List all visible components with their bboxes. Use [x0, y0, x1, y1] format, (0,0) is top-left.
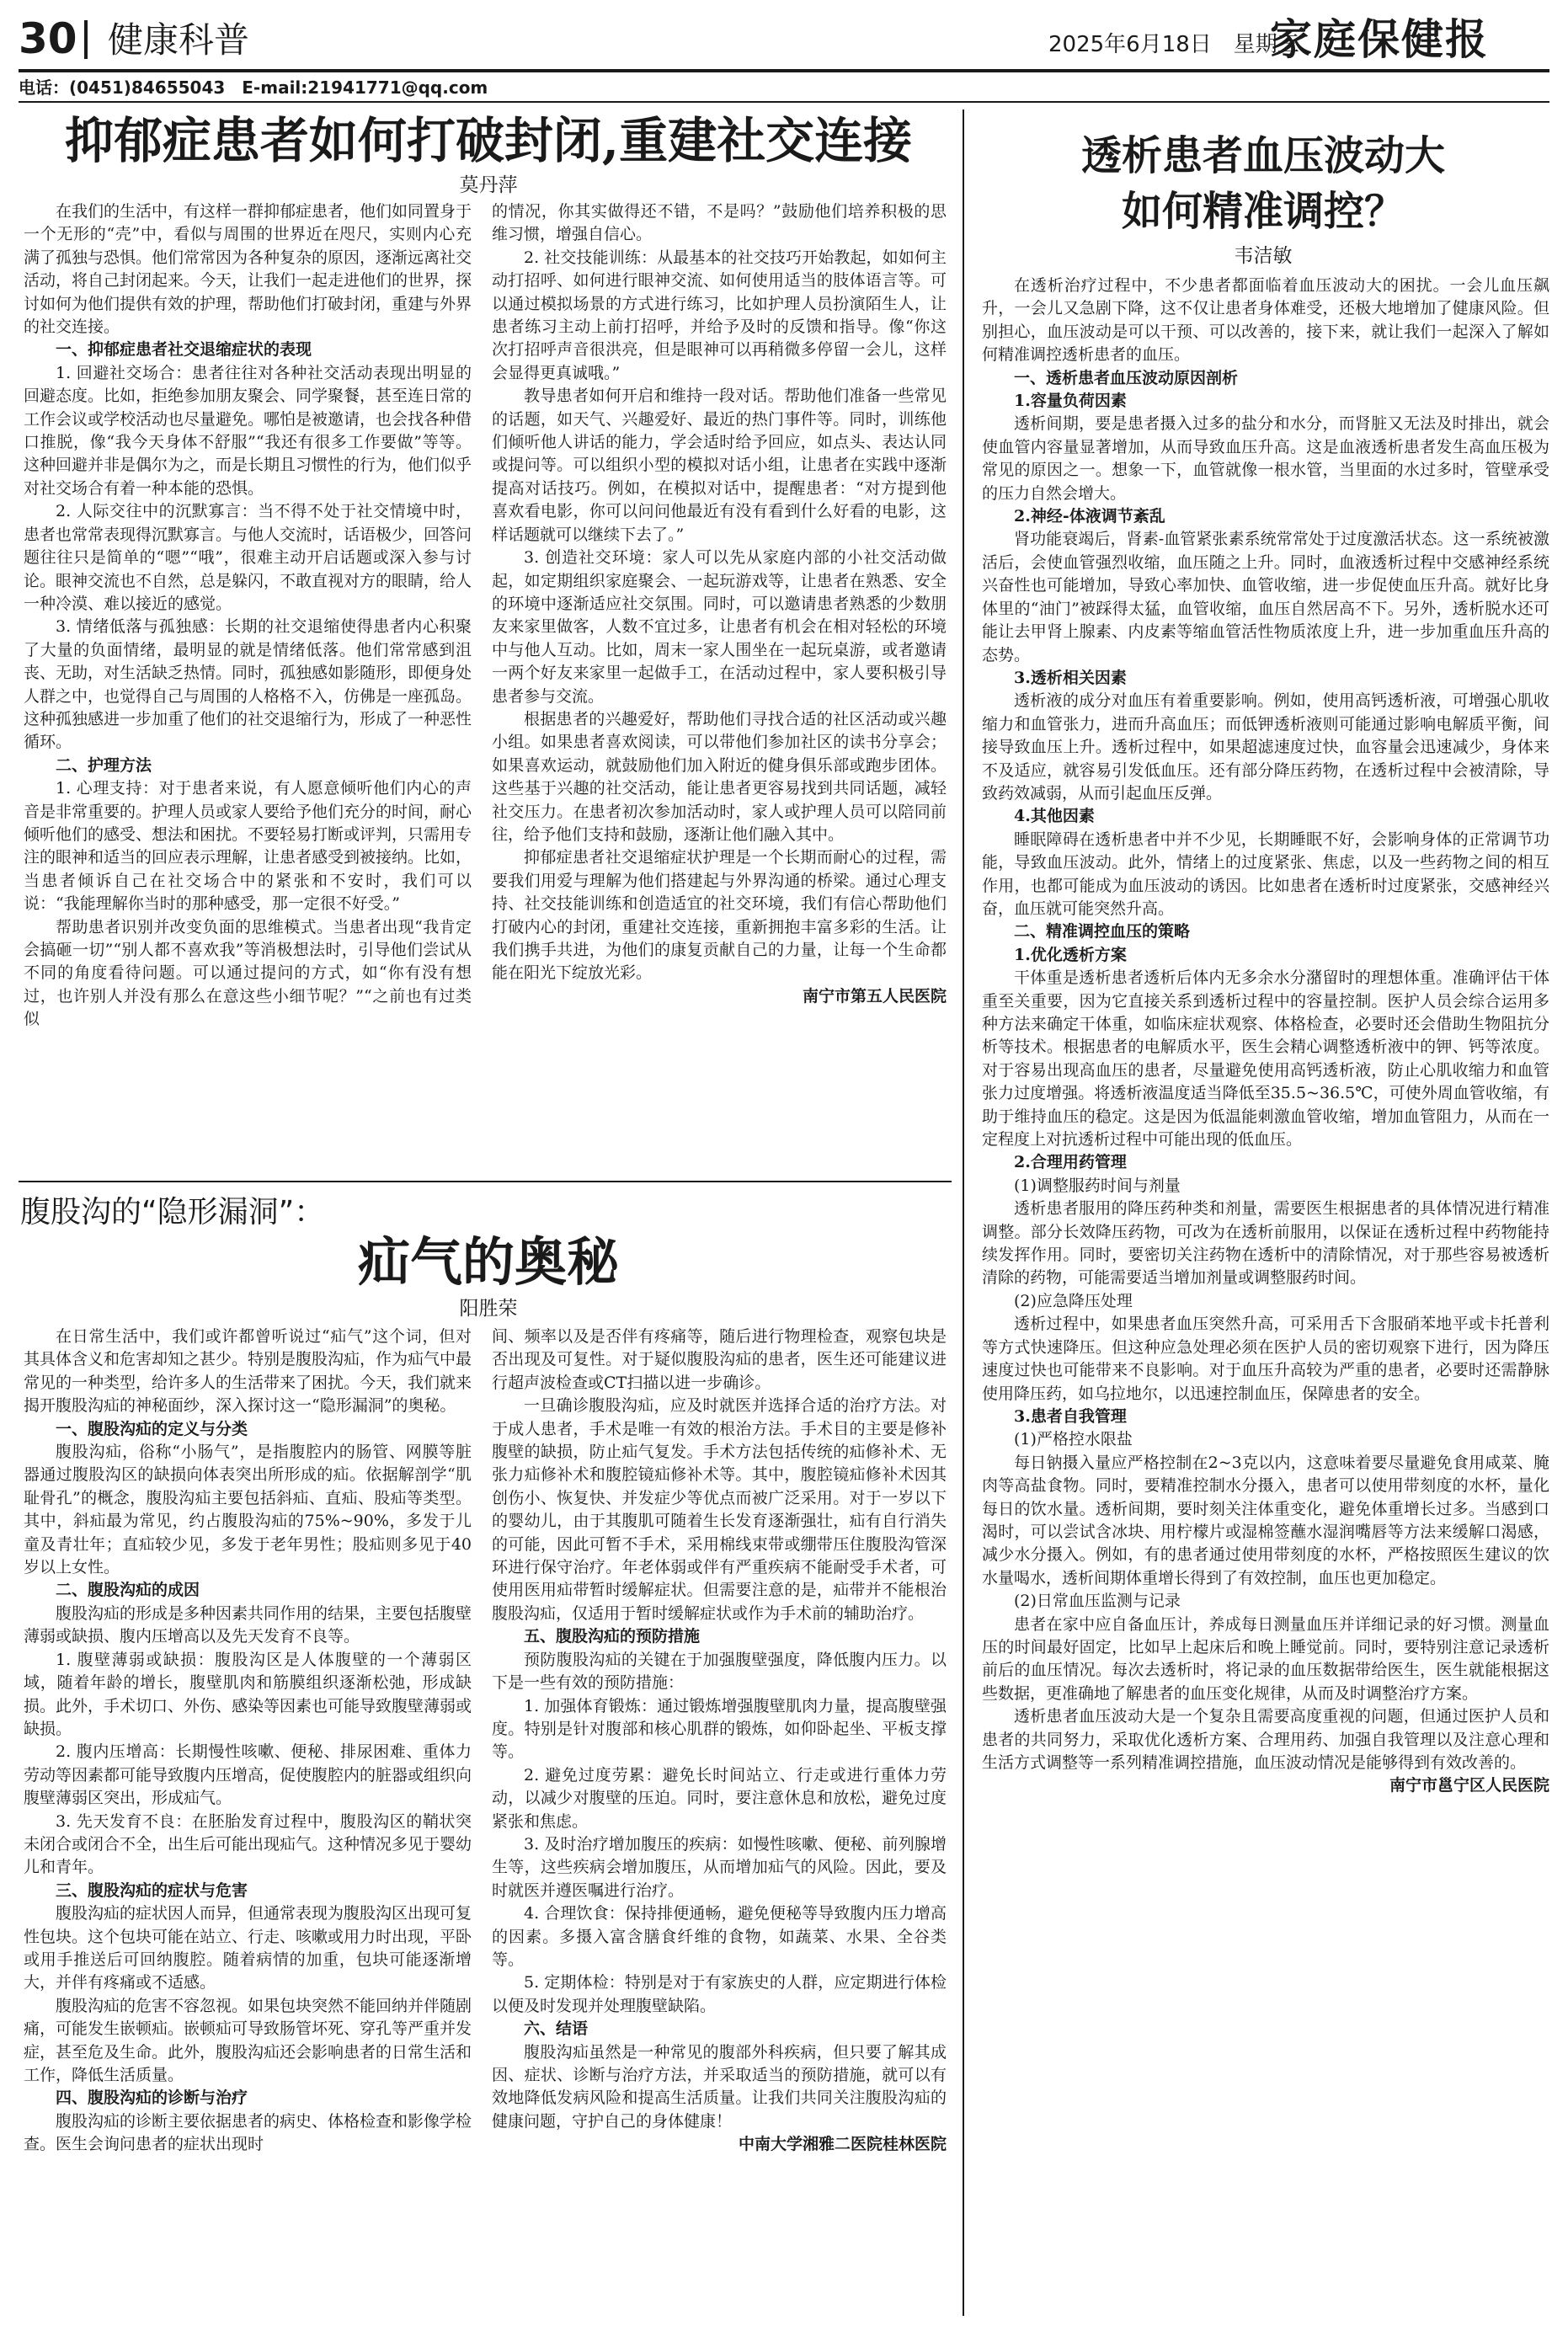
paragraph: 2. 腹内压增高：长期慢性咳嗽、便秘、排尿困难、重体力劳动等因素都可能导致腹内压增高，促使腹腔内的脏器或组织向腹壁薄弱区突出，形成疝气。 [24, 1742, 472, 1808]
contact-rule [19, 101, 1549, 103]
article-author-dialysis: 韦洁敏 [1234, 245, 1293, 267]
subsection-heading: 1.容量负荷因素 [1014, 392, 1127, 411]
paragraph: 1. 腹壁薄弱或缺损：腹股沟区是人体腹壁的一个薄弱区域，随着年龄的增长，腹壁肌肉和筋膜组织逐渐松弛，形成缺损。此外，手术切口、外伤、感染等因素也可能导致腹壁薄弱或缺损。 [24, 1650, 472, 1738]
paragraph: 腹股沟疝的形成是多种因素共同作用的结果，主要包括腹壁薄弱或缺损、腹内压增高以及先天发育不良等。 [24, 1603, 472, 1646]
subsection-heading: 1.优化透析方案 [1014, 945, 1127, 964]
article-hernia-column-2 [492, 1326, 947, 2328]
section-heading: 五、腹股沟疝的预防措施 [524, 1627, 701, 1646]
section-heading: 一、腹股沟疝的定义与分类 [56, 1419, 248, 1438]
subsection-heading: 2.合理用药管理 [1014, 1153, 1127, 1172]
issue-date: 2025年6月18日 星期三 [1048, 32, 1299, 57]
masthead-divider [84, 20, 88, 59]
article-divider [19, 1181, 952, 1182]
article-author-depression: 莫丹萍 [459, 174, 518, 196]
paragraph: 3. 先天发育不良：在胚胎发育过程中，腹股沟区的鞘状突未闭合或闭合不全，出生后可能出现疝气。这种情况多见于婴幼儿和青年。 [24, 1811, 472, 1877]
paragraph: 2. 避免过度劳累：避免长时间站立、行走或进行重体力劳动，以减少对腹壁的压迫。同时，要注意休息和放松，避免过度紧张和焦虑。 [492, 1765, 947, 1831]
article-hernia-column-1 [24, 1326, 472, 2328]
hospital-signature: 南宁市第五人民医院 [802, 986, 947, 1006]
paragraph: 肾功能衰竭后，肾素-血管紧张素系统常常处于过度激活状态。这一系统被激活后，会使血管强烈收缩，血压随之上升。同时，血液透析过程中交感神经系统兴奋性也可能增加，导致心率加快、血管收缩，进一步促使血压升高。就好比身体里的“油门”被踩得太猛，血管收缩，血压自然居高不下。另外，透析脱水还可能让去甲肾上腺素、内皮素等缩血管活性物质浓度上升，进一步加重血压升高的态势。 [982, 530, 1549, 664]
paragraph: 1. 回避社交场合：患者往往对各种社交活动表现出明显的回避态度。比如，拒绝参加朋友聚会、同学聚餐，甚至连日常的工作会议或学校活动也尽量避免。哪怕是被邀请，也会找各种借口推脱，像“我今天身体不舒服”“我还有很多工作要做”等等。这种回避并非是偶尔为之，而是长期且习惯性的行为，他们似乎对社交场合有着一种本能的恐惧。 [24, 363, 472, 498]
paragraph: 干体重是透析患者透析后体内无多余水分潴留时的理想体重。准确评估干体重至关重要，因为它直接关系到透析过程中的容量控制。医护人员会综合运用多种方法来确定干体重，如临床症状观察、体格检查，必要时还会借助生物阻抗分析等技术。根据患者的电解质水平，医生会精心调整透析液中的钾、钙等浓度。对于容易出现高血压的患者，尽量避免使用高钙透析液，防止心肌收缩力和血管张力过度增强。将透析液温度适当降低至35.5~36.5℃，可使外周血管收缩，有助于维持血压的稳定。这是因为低温能刺激血管收缩，增加血管阻力，从而在一定程度上对抗透析过程中可能出现的低血压。 [982, 968, 1549, 1150]
paragraph: 腹股沟疝，俗称“小肠气”，是指腹腔内的肠管、网膜等脏器通过腹股沟区的缺损向体表突出所形成的疝。依据解剖学“肌耻骨孔”的概念，腹股沟疝主要包括斜疝、直疝、股疝等类型。其中，斜疝最为常见，约占腹股沟疝的75%~90%，多发于儿童及青壮年；直疝较少见，多发于老年男性；股疝则多见于40岁以上女性。 [24, 1443, 472, 1577]
paragraph: 腹股沟疝虽然是一种常见的腹部外科疾病，但只要了解其成因、症状、诊断与治疗方法，并采取适当的预防措施，就可以有效地降低发病风险和提高生活质量。让我们共同关注腹股沟疝的健康问题，守护自己的身体健康！ [492, 2042, 947, 2131]
paragraph: 睡眠障碍在透析患者中并不少见，长期睡眠不好，会影响身体的正常调节功能，导致血压波动。此外，情绪上的过度紧张、焦虑，以及一些药物之间的相互作用，也都可能成为血压波动的诱因。比如患者在透析时过度紧张，交感神经兴奋，血压就可能突然升高。 [982, 830, 1549, 918]
paragraph: 在我们的生活中，有这样一群抑郁症患者，他们如同置身于一个无形的“壳”中，看似与周围的世界近在咫尺，实则内心充满了孤独与恐惧。他们常常因为各种复杂的原因，逐渐远离社交活动，将自己封闭起来。今天，让我们一起走进他们的世界，探讨如何为他们提供有效的护理，帮助他们打破封闭，重建与外界的社交连接。 [24, 202, 472, 337]
section-heading: 六、结语 [524, 2019, 589, 2039]
paragraph: 透析患者服用的降压药种类和剂量，需要医生根据患者的具体情况进行精准调整。部分长效降压药物，可改为在透析前服用，以保证在透析过程中药物能持续发挥作用。同时，要密切关注药物在透析中的清除情况，对于那些容易被透析清除的药物，可能需要适当增加剂量或调整服药时间。 [982, 1199, 1549, 1288]
page-number: 30 [19, 14, 77, 63]
paragraph: 3. 及时治疗增加腹压的疾病：如慢性咳嗽、便秘、前列腺增生等，这些疾病会增加腹压，从而增加疝气的风险。因此，要及时就医并遵医嘱进行治疗。 [492, 1834, 947, 1900]
paragraph: 根据患者的兴趣爱好，帮助他们寻找合适的社区活动或兴趣小组。如果患者喜欢阅读，可以带他们参加社区的读书分享会；如果喜欢运动，就鼓励他们加入附近的健身俱乐部或跑步团体。这些基于兴趣的社交活动，能让患者更容易找到共同话题，减轻社交压力。在患者初次参加活动时，家人或护理人员可以陪同前往，给予他们支持和鼓励，逐渐让他们融入其中。 [492, 709, 947, 844]
section-heading: 二、护理方法 [56, 755, 152, 775]
paragraph: 透析液的成分对血压有着重要影响。例如，使用高钙透析液，可增强心肌收缩力和血管张力，进而升高血压；而低钾透析液则可能通过影响电解质平衡，间接导致血压上升。透析过程中，如果超滤速度过快，血容量会迅速减少，身体来不及适应，就容易引发低血压。还有部分降压药物，在透析过程中会被清除，导致药效减弱，从而引起血压反弹。 [982, 691, 1549, 803]
paragraph: 5. 定期体检：特别是对于有家族史的人群，应定期进行体检以便及时发现并处理腹壁缺陷。 [492, 1973, 947, 2015]
subsection-heading: 3.患者自我管理 [1014, 1406, 1127, 1426]
section-heading: 三、腹股沟疝的症状与危害 [56, 1881, 248, 1900]
paper-name: 家庭保健报 [1270, 14, 1489, 64]
paragraph: 腹股沟疝的症状因人而异，但通常表现为腹股沟区出现可复性包块。这个包块可能在站立、行走、咳嗽或用力时出现，平卧或用手推送后可回纳腹腔。随着病情的加重，包块可能逐渐增大，并伴有疼痛或不适感。 [24, 1904, 472, 1993]
paragraph: 教导患者如何开启和维持一段对话。帮助他们准备一些常见的话题，如天气、兴趣爱好、最近的热门事件等。同时，训练他们倾听他人讲话的能力，学会适时给予回应，如点头、表达认同或提问等。可以组织小型的模拟对话小组，让患者在实践中逐渐提高对话技巧。例如，在模拟对话中，提醒患者：“对方提到他喜欢看电影，你可以问问他最近有没有看到什么好看的电影，这样话题就可以继续下去了。” [492, 387, 947, 544]
paragraph: 透析患者血压波动大是一个复杂且需要高度重视的问题，但通过医护人员和患者的共同努力，采取优化透析方案、合理用药、加强自我管理以及注意心理和生活方式调整等一系列精准调控措施，血压波动情况是能够得到有效改善的。 [982, 1707, 1549, 1772]
article-depression-column-1 [24, 200, 472, 1177]
masthead-rule [19, 69, 1549, 72]
paragraph: 每日钠摄入量应严格控制在2~3克以内，这意味着要尽量避免食用咸菜、腌肉等高盐食物。同时，要精准控制水分摄入，患者可以使用带刻度的水杯，量化每日的饮水量。透析间期，要时刻关注体重变化，避免体重增长过多。当感到口渴时，可以尝试含冰块、用柠檬片或湿棉签蘸水湿润嘴唇等方法来缓解口渴感，减少水分摄入。例如，有的患者通过使用带刻度的水杯，严格按照医生建议的饮水量喝水，透析间期体重增长得到了有效控制，血压也更加稳定。 [982, 1453, 1549, 1587]
section-name: 健康科普 [108, 19, 250, 61]
paragraph: 患者在家中应自备血压计，养成每日测量血压并详细记录的好习惯。测量血压的时间最好固定，比如早上起床后和晚上睡觉前。同时，要特别注意记录透析前后的血压情况。每次去透析时，将记录的血压数据带给医生，医生就能根据这些数据，更准确地了解患者的血压变化规律，从而及时调整治疗方案。 [982, 1614, 1549, 1703]
paragraph-continued: 的情况，你其实做得还不错，不是吗？”鼓励他们培养积极的思维习惯，增强自信心。 [492, 202, 947, 244]
paragraph: 腹股沟疝的诊断主要依据患者的病史、体格检查和影像学检查。医生会询问患者的症状出现时 [24, 2111, 472, 2154]
hospital-signature: 中南大学湘雅二医院桂林医院 [738, 2135, 947, 2154]
section-heading: 二、腹股沟疝的成因 [56, 1581, 200, 1600]
paragraph: 3. 创造社交环境：家人可以先从家庭内部的小社交活动做起，如定期组织家庭聚会、一起玩游戏等，让患者在熟悉、安全的环境中逐渐适应社交氛围。同时，可以邀请患者熟悉的少数朋友来家里做客，人数不宜过多，让患者有机会在相对轻松的环境中与他人互动。比如，周末一家人围坐在一起玩桌游，或者邀请一两个好友来家里一起做手工，在活动过程中，家人要积极引导患者参与交流。 [492, 548, 947, 706]
paragraph: (1)调整服药时间与剂量 [1014, 1176, 1181, 1195]
hospital-signature: 南宁市邕宁区人民医院 [1389, 1776, 1549, 1795]
article-title-dialysis-line-1: 透析患者血压波动大 [1080, 132, 1445, 179]
paragraph: 4. 合理饮食：保持排便通畅，避免便秘等导致腹内压力增高的因素。多摄入富含膳食纤维的食物，如蔬菜、水果、全谷类等。 [492, 1904, 947, 1969]
paragraph: 腹股沟疝的危害不容忽视。如果包块突然不能回纳并伴随剧痛，可能发生嵌顿疝。嵌顿疝可导致肠管坏死、穿孔等严重并发症，甚至危及生命。此外，腹股沟疝还会影响患者的日常生活和工作，降低生活质量。 [24, 1996, 472, 2084]
paragraph: 1. 心理支持：对于患者来说，有人愿意倾听他们内心的声音是非常重要的。护理人员或家人要给予他们充分的时间，耐心倾听他们的感受、想法和困扰。不要轻易打断或评判，只需用专注的眼神和适当的回应表示理解，让患者感受到被接纳。比如，当患者倾诉自己在社交场合中的紧张和不安时，我们可以说：“我能理解你当时的那种感受，那一定很不好受。” [24, 779, 472, 914]
column-divider [963, 109, 964, 2316]
paragraph: 在透析治疗过程中，不少患者都面临着血压波动大的困扰。一会儿血压飙升，一会儿又急剧下降，这不仅让患者身体难受，还极大地增加了健康风险。但别担心，血压波动是可以干预、可以改善的，接下来，就让我们一起深入了解如何精准调控透析患者的血压。 [982, 276, 1549, 365]
paragraph: 抑郁症患者社交退缩症状护理是一个长期而耐心的过程，需要我们用爱与理解为他们搭建起与外界沟通的桥梁。通过心理支持、社交技能训练和创造适宜的社交环境，我们有信心帮助他们打破内心的封闭，重建社交连接，重新拥抱丰富多彩的生活。让我们携手共进，为他们的康复贡献自己的力量，让每一个生命都能在阳光下绽放光彩。 [492, 848, 947, 983]
section-heading: 四、腹股沟疝的诊断与治疗 [56, 2089, 248, 2108]
article-title-dialysis-line-2: 如何精准调控？ [1121, 188, 1405, 235]
section-heading: 二、精准调控血压的策略 [1014, 922, 1191, 942]
section-heading: 一、透析患者血压波动原因剖析 [1014, 368, 1239, 387]
paragraph: 帮助患者识别并改变负面的思维模式。当患者出现“我肯定会搞砸一切”“别人都不喜欢我”等消极想法时，引导他们尝试从不同的角度看待问题。可以通过提问的方式，如“你有没有想过，也许别人并没有那么在意这些小细节呢？”“之前也有过类似 [24, 917, 472, 1029]
article-dialysis-body [982, 275, 1549, 2328]
section-heading: 一、抑郁症患者社交退缩症状的表现 [56, 340, 312, 360]
subsection-heading: 2.神经-体液调节紊乱 [1014, 507, 1165, 526]
subsection-heading: 3.透析相关因素 [1014, 668, 1127, 687]
paragraph: 预防腹股沟疝的关键在于加强腹壁强度，降低腹内压力。以下是一些有效的预防措施： [492, 1650, 947, 1693]
paragraph: 1. 加强体育锻炼：通过锻炼增强腹壁肌肉力量，提高腹壁强度。特别是针对腹部和核心肌群的锻炼，如仰卧起坐、平板支撑等。 [492, 1696, 947, 1762]
article-title-depression: 抑郁症患者如何打破封闭,重建社交连接 [64, 112, 913, 169]
paragraph: 2. 社交技能训练：从最基本的社交技巧开始教起，如如何主动打招呼、如何进行眼神交流、如何使用适当的肢体语言等。可以通过模拟场景的方式进行练习，比如护理人员扮演陌生人，让患者练习主动上前打招呼，并给予及时的反馈和指导。像“你这次打招呼声音很洪亮，但是眼神可以再稍微多停留一会儿，这样会显得更真诚哦。” [492, 248, 947, 382]
paragraph: 2. 人际交往中的沉默寡言：当不得不处于社交情境中时，患者也常常表现得沉默寡言。与他人交流时，话语极少，回答问题往往只是简单的“嗯”“哦”，很难主动开启话题或深入参与讨论。眼神交流也不自然，总是躲闪，不敢直视对方的眼睛，给人一种冷漠、难以接近的感觉。 [24, 502, 472, 613]
paragraph: 一旦确诊腹股沟疝，应及时就医并选择合适的治疗方法。对于成人患者，手术是唯一有效的根治方法。手术目的主要是修补腹壁的缺损，防止疝气复发。手术方法包括传统的疝修补术、无张力疝修补术和腹腔镜疝修补术等。其中，腹腔镜疝修补术因其创伤小、恢复快、并发症少等优点而被广泛采用。对于一岁以下的婴幼儿，由于其腹肌可随着生长发育逐渐强壮，疝有自行消失的可能，因此可暂不手术，采用棉线束带或绷带压住腹股沟管深环进行保守治疗。年老体弱或伴有严重疾病不能耐受手术者，可使用医用疝带暂时缓解症状。但需要注意的是，疝带并不能根治腹股沟疝，仅适用于暂时缓解症状或作为手术前的辅助治疗。 [492, 1396, 947, 1623]
paragraph-continued: 间、频率以及是否伴有疼痛等，随后进行物理检查，观察包块是否出现及可复性。对于疑似腹股沟疝的患者，医生还可能建议进行超声波检查或CT扫描以进一步确诊。 [492, 1327, 947, 1392]
paragraph: 透析过程中，如果患者血压突然升高，可采用舌下含服硝苯地平或卡托普利等方式快速降压。但这种应急处理必须在医护人员的密切观察下进行，因为降压速度过快也可能带来不良影响。对于血压升高较为严重的患者，必要时还需静脉使用降压药，如乌拉地尔，以迅速控制血压，保障患者的安全。 [982, 1315, 1549, 1403]
paragraph: (2)日常血压监测与记录 [1014, 1592, 1181, 1611]
paragraph: 3. 情绪低落与孤独感：长期的社交退缩使得患者内心积聚了大量的负面情绪，最明显的就是情绪低落。他们常常感到沮丧、无助，对生活缺乏热情。同时，孤独感如影随形，即便身处人群之中，也觉得自己与周围的人格格不入，仿佛是一座孤岛。这种孤独感进一步加重了他们的社交退缩行为，形成了一种恶性循环。 [24, 617, 472, 752]
article-author-hernia: 阳胜荣 [459, 1298, 518, 1320]
article-depression-column-2 [492, 200, 947, 1177]
paragraph: (1)严格控水限盐 [1014, 1430, 1133, 1449]
article-kicker-hernia: 腹股沟的“隐形漏洞”： [20, 1195, 325, 1230]
contact-line: 电话：(0451)84655043 E-mail:21941771@qq.com [19, 77, 488, 98]
paragraph: 透析间期，要是患者摄入过多的盐分和水分，而肾脏又无法及时排出，就会使血管内容量显著增加，从而导致血压升高。这是血液透析患者发生高血压极为常见的原因之一。想象一下，血管就像一根水管，当里面的水过多时，管壁承受的压力自然会增大。 [982, 414, 1549, 503]
paragraph: (2)应急降压处理 [1014, 1291, 1133, 1310]
paragraph: 在日常生活中，我们或许都曾听说过“疝气”这个词，但对其具体含义和危害却知之甚少。特别是腹股沟疝，作为疝气中最常见的一种类型，给许多人的生活带来了困扰。今天，我们就来揭开腹股沟疝的神秘面纱，深入探讨这一“隐形漏洞”的奥秘。 [24, 1327, 472, 1416]
article-title-hernia: 疝气的奥秘 [357, 1231, 619, 1293]
subsection-heading: 4.其他因素 [1014, 807, 1095, 826]
